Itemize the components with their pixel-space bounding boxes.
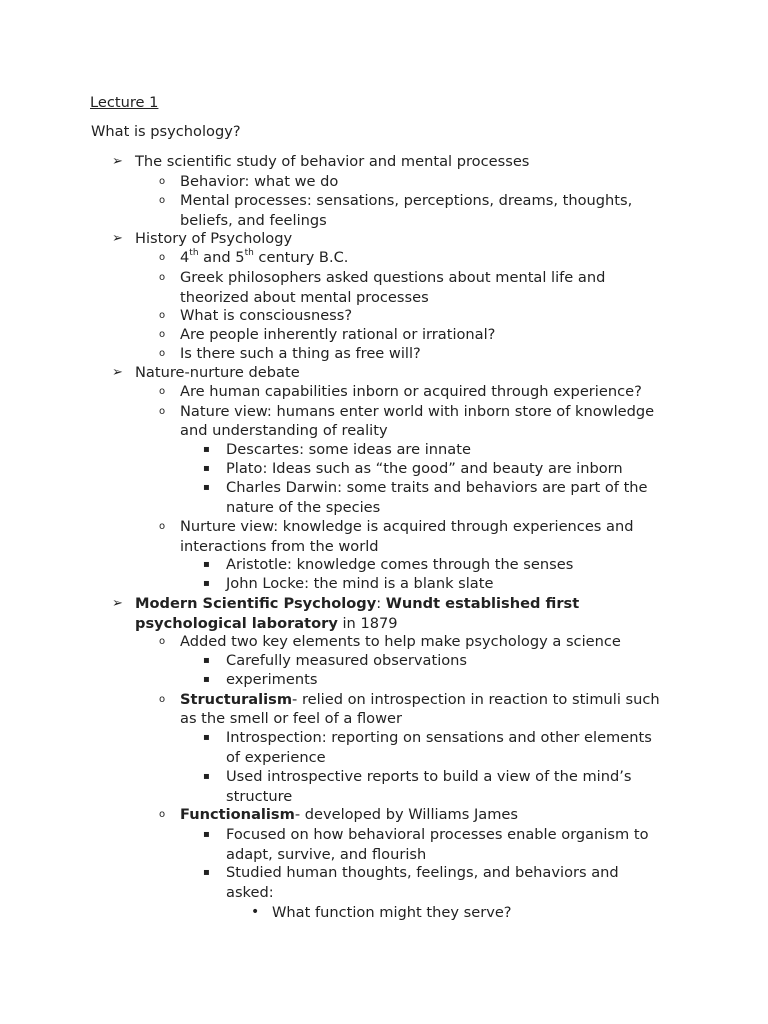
lecture-title: Lecture 1 [90,94,159,111]
list-item-text: Used introspective reports to build a view of the mind’s [226,768,632,785]
list-item-text: of experience [226,749,326,766]
list-item-text: Functionalism- developed by Williams James [180,806,519,823]
arrow-bullet-icon: ➢ [112,154,123,169]
circle-bullet-icon: o [159,329,166,340]
circle-bullet-icon: o [159,636,166,647]
list-item-text: Are human capabilities inborn or acquired through experience? [180,383,642,400]
dot-bullet-icon: • [251,904,260,920]
circle-bullet-icon: o [159,348,166,359]
circle-bullet-icon: o [159,195,166,206]
circle-bullet-icon: o [159,272,166,283]
list-item-text: Behavior: what we do [180,173,339,190]
list-item-text: and understanding of reality [180,422,388,439]
list-item-text: interactions from the world [180,538,379,555]
circle-bullet-icon: o [159,310,166,321]
list-item-text: Modern Scientific Psychology: Wundt established first [135,595,580,612]
square-bullet-icon: ▪ [203,732,210,743]
square-bullet-icon: ▪ [203,674,210,685]
question-heading: What is psychology? [91,123,241,140]
circle-bullet-icon: o [159,252,166,263]
list-item-text: as the smell or feel of a flower [180,710,402,727]
list-item-text: Structuralism- relied on introspection in reaction to stimuli such [180,691,660,708]
square-bullet-icon: ▪ [203,463,210,474]
list-item-text: psychological laboratory in 1879 [135,615,398,632]
list-item-text: Are people inherently rational or irrational? [180,326,496,343]
list-item-text: History of Psychology [135,230,293,247]
list-item-text: beliefs, and feelings [180,212,327,229]
list-item-text: Focused on how behavioral processes enable organism to [226,826,649,843]
square-bullet-icon: ▪ [203,559,210,570]
list-item-text: Descartes: some ideas are innate [226,441,471,458]
list-item-text: Nature view: humans enter world with inborn store of knowledge [180,403,655,420]
list-item-text: Nurture view: knowledge is acquired through experiences and [180,518,634,535]
circle-bullet-icon: o [159,521,166,532]
list-item-text: structure [226,788,293,805]
square-bullet-icon: ▪ [203,867,210,878]
list-item-text: The scientific study of behavior and mental processes [135,153,530,170]
list-item-text: adapt, survive, and flourish [226,846,427,863]
list-item-text: experiments [226,671,318,688]
list-item-text: Nature-nurture debate [135,364,300,381]
list-item-text: John Locke: the mind is a blank slate [226,575,494,592]
list-item-text: Added two key elements to help make psychology a science [180,633,621,650]
square-bullet-icon: ▪ [203,578,210,589]
list-item-text: Plato: Ideas such as “the good” and beauty are inborn [226,460,623,477]
circle-bullet-icon: o [159,176,166,187]
square-bullet-icon: ▪ [203,482,210,493]
list-item-text: theorized about mental processes [180,289,429,306]
circle-bullet-icon: o [159,809,166,820]
list-item-text: What is consciousness? [180,307,353,324]
list-item-text: Carefully measured observations [226,652,468,669]
list-item-text: What function might they serve? [272,904,512,921]
list-item-text: Is there such a thing as free will? [180,345,421,362]
list-item-text: Greek philosophers asked questions about mental life and [180,269,606,286]
arrow-bullet-icon: ➢ [112,365,123,380]
square-bullet-icon: ▪ [203,444,210,455]
list-item-text: Studied human thoughts, feelings, and behaviors and [226,864,619,881]
circle-bullet-icon: o [159,406,166,417]
list-item-text: asked: [226,884,274,901]
square-bullet-icon: ▪ [203,655,210,666]
square-bullet-icon: ▪ [203,829,210,840]
circle-bullet-icon: o [159,386,166,397]
arrow-bullet-icon: ➢ [112,596,123,611]
list-item-text: Mental processes: sensations, perceptions, dreams, thoughts, [180,192,633,209]
circle-bullet-icon: o [159,694,166,705]
list-item-text: Charles Darwin: some traits and behaviors are part of the [226,479,648,496]
list-item-text: 4th and 5th century B.C. [180,248,349,266]
list-item-text: nature of the species [226,499,381,516]
list-item-text: Aristotle: knowledge comes through the senses [226,556,574,573]
list-item-text: Introspection: reporting on sensations and other elements [226,729,652,746]
square-bullet-icon: ▪ [203,771,210,782]
arrow-bullet-icon: ➢ [112,231,123,246]
